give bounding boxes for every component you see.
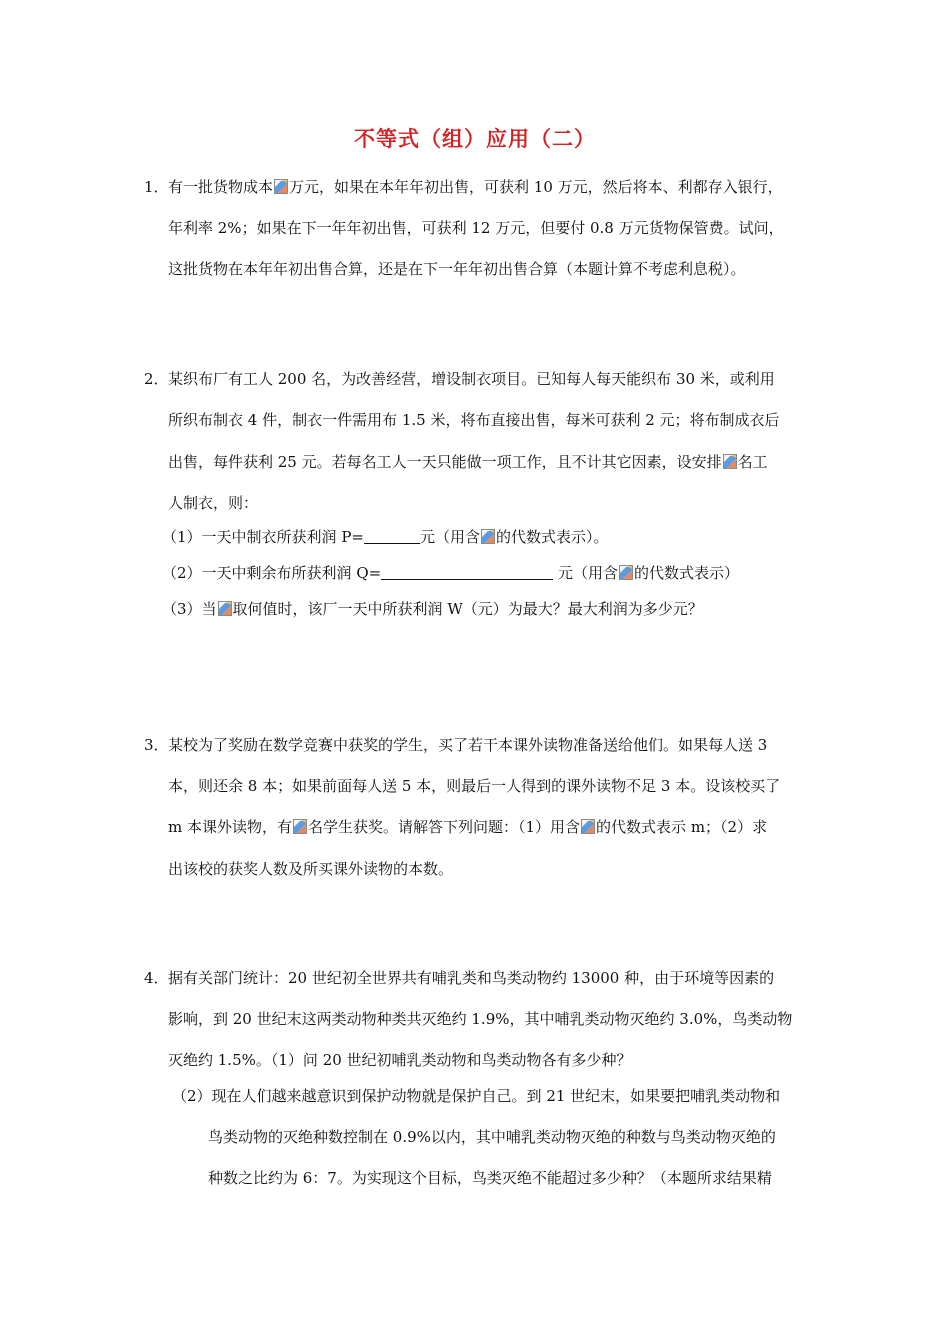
broken-image-icon bbox=[274, 179, 288, 194]
question-1-number: 1． bbox=[144, 178, 169, 196]
broken-image-icon bbox=[481, 529, 495, 544]
question-3-line-3: m 本课外读物，有 名学生获奖。请解答下列问题：（1）用含 的代数式表示 m；（2）求 bbox=[168, 818, 768, 836]
question-4-sub-2-line-3: 种数之比约为 6：7。为实现这个目标，鸟类灭绝不能超过多少种？（本题所求结果精 bbox=[208, 1169, 772, 1187]
question-3-line-4: 出该校的获奖人数及所买课外读物的本数。 bbox=[168, 860, 454, 878]
broken-image-icon bbox=[723, 454, 737, 469]
question-2-line-4: 人制衣，则： bbox=[168, 494, 259, 512]
question-2-line-3: 出售，每件获利 25 元。若每名工人一天只能做一项工作，且不计其它因素，设安排 名工 bbox=[168, 453, 768, 471]
broken-image-icon bbox=[619, 565, 633, 580]
question-4-line-2: 影响，到 20 世纪末这两类动物种类共灭绝约 1.9%，其中哺乳类动物灭绝约 3.0%，鸟类动物 bbox=[168, 1010, 793, 1028]
broken-image-icon bbox=[581, 819, 595, 834]
answer-blank-p bbox=[364, 530, 420, 544]
question-2-number: 2． bbox=[144, 370, 169, 388]
question-2-sub-1: （1）一天中制衣所获利润 P= 元（用含 的代数式表示）。 bbox=[162, 528, 609, 546]
question-1-line-2: 年利率 2%；如果在下一年年初出售，可获利 12 万元，但要付 0.8 万元货物保管费。试问， bbox=[168, 219, 784, 237]
question-2-line-1: 某织布厂有工人 200 名，为改善经营，增设制衣项目。已知每人每天能织布 30 米，或利用 bbox=[168, 370, 775, 388]
broken-image-icon bbox=[293, 819, 307, 834]
answer-blank-q bbox=[381, 566, 553, 580]
question-4-sub-2-line-1: （2）现在人们越来越意识到保护动物就是保护自己。到 21 世纪末，如果要把哺乳类动物和 bbox=[172, 1087, 781, 1105]
broken-image-icon bbox=[218, 601, 232, 616]
question-4-line-1: 据有关部门统计：20 世纪初全世界共有哺乳类和鸟类动物约 13000 种，由于环境等因素的 bbox=[168, 969, 775, 987]
question-1-line-3: 这批货物在本年年初出售合算，还是在下一年年初出售合算（本题计算不考虑利息税）。 bbox=[168, 260, 746, 278]
question-4-sub-2-line-2: 鸟类动物的灭绝种数控制在 0.9%以内，其中哺乳类动物灭绝的种数与鸟类动物灭绝的 bbox=[208, 1128, 776, 1146]
question-4-line-3: 灭绝约 1.5%。（1）问 20 世纪初哺乳类动物和鸟类动物各有多少种？ bbox=[168, 1051, 632, 1069]
question-3-line-2: 本，则还余 8 本；如果前面每人送 5 本，则最后一人得到的课外读物不足 3 本。设该校买了 bbox=[168, 777, 781, 795]
page-title: 不等式（组）应用（二） bbox=[354, 127, 596, 151]
question-1-line-1: 有一批货物成本 万元，如果在本年年初出售，可获利 10 万元，然后将本、利都存入银行， bbox=[168, 178, 783, 196]
question-3-number: 3． bbox=[144, 736, 169, 754]
question-4-number: 4． bbox=[144, 969, 169, 987]
question-2-sub-3: （3）当 取何值时，该厂一天中所获利润 W（元）为最大？最大利润为多少元？ bbox=[162, 600, 703, 618]
question-2-sub-2: （2）一天中剩余布所获利润 Q= 元（用含 的代数式表示） bbox=[162, 564, 739, 582]
question-2-line-2: 所织布制衣 4 件，制衣一件需用布 1.5 米，将布直接出售，每米可获利 2 元；将布制成衣后 bbox=[168, 411, 780, 429]
question-3-line-1: 某校为了奖励在数学竞赛中获奖的学生，买了若干本课外读物准备送给他们。如果每人送 3 bbox=[168, 736, 768, 754]
